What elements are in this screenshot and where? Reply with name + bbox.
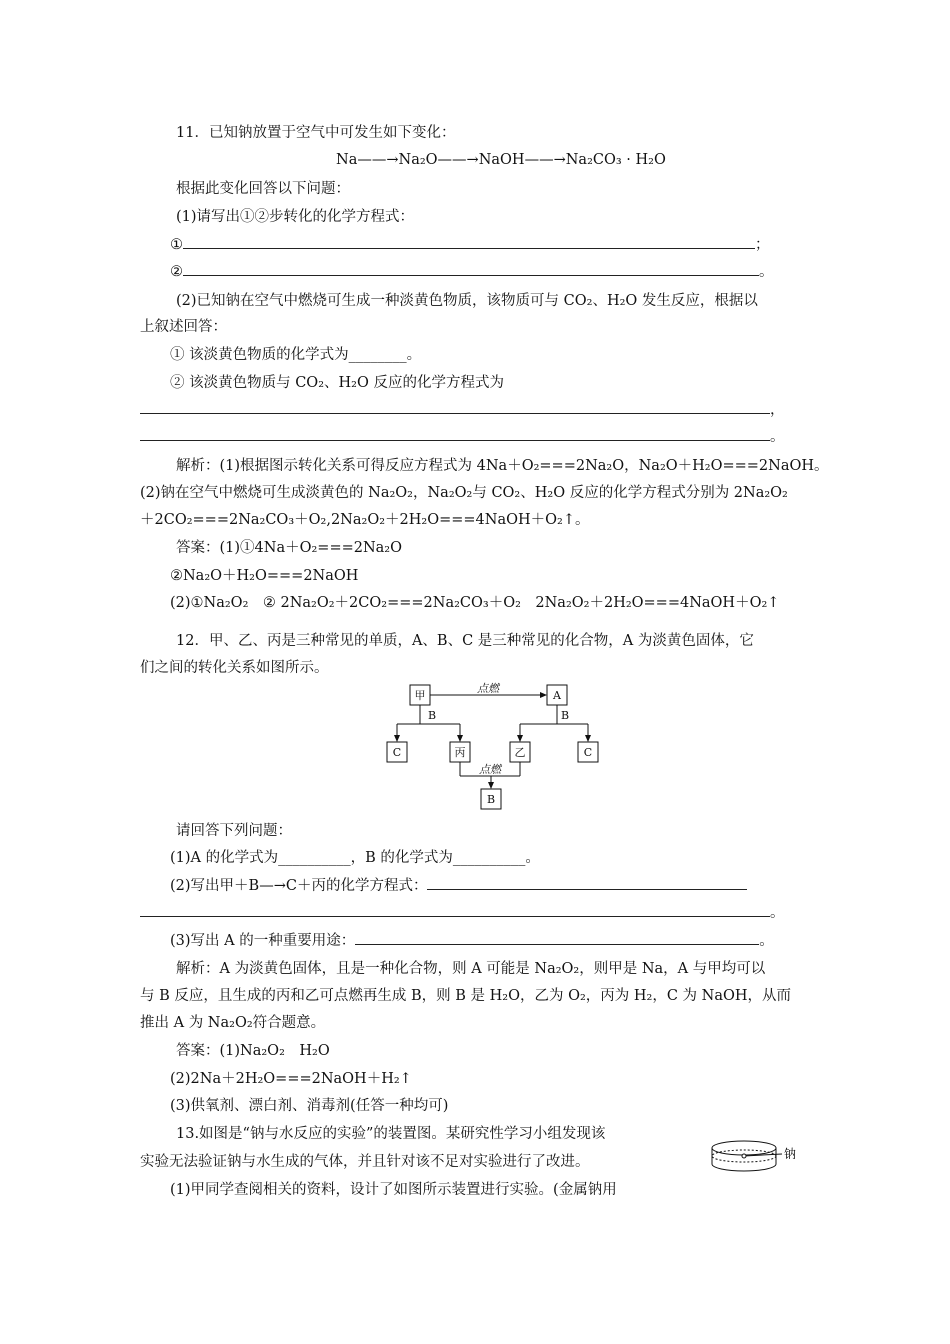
blank-6-end: 。 (770, 905, 785, 921)
q12-part3-text: (3)写出 A 的一种重要用途： (170, 933, 356, 949)
q12-answer-2: (2)2Na＋2H₂O===2NaOH＋H₂↑ (170, 1071, 412, 1087)
sodium-piece-icon (742, 1154, 746, 1158)
q13-line-1: 13.如图是“钠与水反应的实验”的装置图。某研究性学习小组发现该 (176, 1126, 606, 1142)
q12-intro-1: 12．甲、乙、丙是三种常见的单质，A、B、C 是三种常见的化合物，A 为淡黄色固体，它 (176, 633, 754, 649)
arrow-head-bing (457, 735, 463, 742)
q12-part2 (170, 877, 747, 895)
q12-conversion-diagram (380, 682, 612, 812)
label-yi: 乙 (514, 746, 526, 759)
q12-answer-1: 答案：(1)Na₂O₂ H₂O (176, 1043, 330, 1059)
label-ignite-top: 点燃 (477, 682, 499, 695)
q11-part2-line2: 上叙述回答： (140, 319, 227, 335)
q12-analysis-1: 解析：A 为淡黄色固体，且是一种化合物，则 A 可能是 Na₂O₂，则甲是 Na，A 与甲均可以 (176, 961, 766, 977)
arrow-head-a (540, 692, 547, 698)
q12-part2-text: (2)写出甲＋B—→C＋丙的化学方程式： (170, 878, 428, 894)
answer-blank-7[interactable] (355, 932, 759, 945)
arrow-head-yi (517, 735, 523, 742)
blank-4-end: 。 (770, 429, 785, 445)
q13-line-2: 实验无法验证钠与水生成的气体，并且针对该不足对实验进行了改进。 (140, 1154, 590, 1170)
q11-part2-2: ② 该淡黄色物质与 CO₂、H₂O 反应的化学方程式为 (170, 375, 504, 391)
q11-part1: (1)请写出①②步转化的化学方程式： (176, 209, 415, 225)
q11-intro: 11．已知钠放置于空气中可发生如下变化： (176, 125, 456, 141)
chain-arrow-2: ——→ (437, 152, 479, 168)
q11-analysis-1: 解析：(1)根据图示转化关系可得反应方程式为 4Na＋O₂===2Na₂O，Na₂O＋H₂O===2NaOH。 (176, 458, 829, 474)
q11-analysis-3: ＋2CO₂===2Na₂CO₃＋O₂,2Na₂O₂＋2H₂O===4NaOH＋O₂↑。 (140, 512, 590, 528)
blank-3-end: ， (770, 402, 785, 418)
chain-naoh: NaOH (478, 152, 525, 168)
q12-part1: (1)A 的化学式为__________，B 的化学式为__________。 (170, 850, 540, 866)
arrow-head-b (488, 782, 494, 789)
label-ignite-bottom: 点燃 (479, 763, 501, 776)
answer-blank-3[interactable] (140, 401, 770, 414)
chain-arrow-1: ——→ (357, 152, 399, 168)
label-c-right: C (583, 746, 593, 759)
label-a: A (553, 689, 561, 702)
q13-beaker-figure (706, 1136, 798, 1180)
answer-blank-6[interactable] (140, 904, 770, 917)
answer-blank-4[interactable] (140, 428, 770, 441)
label-bing: 丙 (454, 746, 466, 759)
blank-1-end: ； (755, 237, 770, 253)
label-b-left: B (428, 709, 437, 722)
blank-2-label: ② (170, 264, 183, 280)
label-c-left: C (392, 746, 402, 759)
q11-answer-1: 答案：(1)①4Na＋O₂===2Na₂O (176, 540, 403, 556)
arrow-head-c-left (394, 735, 400, 742)
arrow-head-c-right (585, 735, 591, 742)
chain-na2co3: Na₂CO₃ · H₂O (565, 152, 666, 168)
q12-prompt: 请回答下列问题： (176, 823, 292, 839)
q12-part2-blank (140, 904, 785, 922)
q11-part2-blank-1 (140, 401, 785, 419)
q11-answer-2: ②Na₂O＋H₂O===2NaOH (170, 568, 359, 584)
figure-label-sodium: 钠 (784, 1147, 797, 1161)
q12-analysis-2: 与 B 反应，且生成的丙和乙可点燃再生成 B，则 B 是 H₂O，乙为 O₂，丙为 H₂，C 为 NaOH，从而 (140, 988, 792, 1004)
label-b: B (486, 793, 496, 806)
chain-na2o: Na₂O (398, 152, 438, 168)
q11-blank-1 (170, 236, 770, 254)
q11-analysis-2: (2)钠在空气中燃烧可生成淡黄色的 Na₂O₂，Na₂O₂与 CO₂、H₂O 反应的化学方程式分别为 2Na₂O₂ (140, 485, 788, 501)
blank-7-end: 。 (759, 933, 774, 949)
chain-arrow-3: ——→ (524, 152, 566, 168)
q11-part2-line1: (2)已知钠在空气中燃烧可生成一种淡黄色物质，该物质可与 CO₂、H₂O 发生反应，根据以 (176, 293, 758, 309)
chain-na: Na (336, 152, 358, 168)
q12-answer-3: (3)供氧剂、漂白剂、消毒剂(任答一种均可) (170, 1098, 449, 1114)
answer-blank-2[interactable] (183, 263, 759, 276)
q11-prompt: 根据此变化回答以下问题： (176, 181, 350, 197)
q11-blank-2 (170, 263, 774, 281)
q12-intro-2: 们之间的转化关系如图所示。 (140, 660, 329, 676)
q13-line-3: (1)甲同学查阅相关的资料，设计了如图所示装置进行实验。(金属钠用 (170, 1182, 617, 1198)
q11-reaction-chain (336, 151, 666, 169)
q12-part3 (170, 932, 774, 950)
blank-1-label: ① (170, 237, 183, 253)
label-b-right: B (561, 709, 570, 722)
q12-analysis-3: 推出 A 为 Na₂O₂符合题意。 (140, 1015, 326, 1031)
answer-blank-5[interactable] (427, 877, 747, 890)
label-jia: 甲 (414, 689, 426, 702)
q11-answer-3: (2)①Na₂O₂ ② 2Na₂O₂＋2CO₂===2Na₂CO₃＋O₂ 2Na₂O₂＋2H₂O===4NaOH＋O₂↑ (170, 595, 780, 611)
q11-part2-blank-2 (140, 428, 785, 446)
q11-part2-1: ① 该淡黄色物质的化学式为________。 (170, 347, 422, 363)
blank-2-end: 。 (759, 264, 774, 280)
answer-blank-1[interactable] (183, 236, 755, 249)
